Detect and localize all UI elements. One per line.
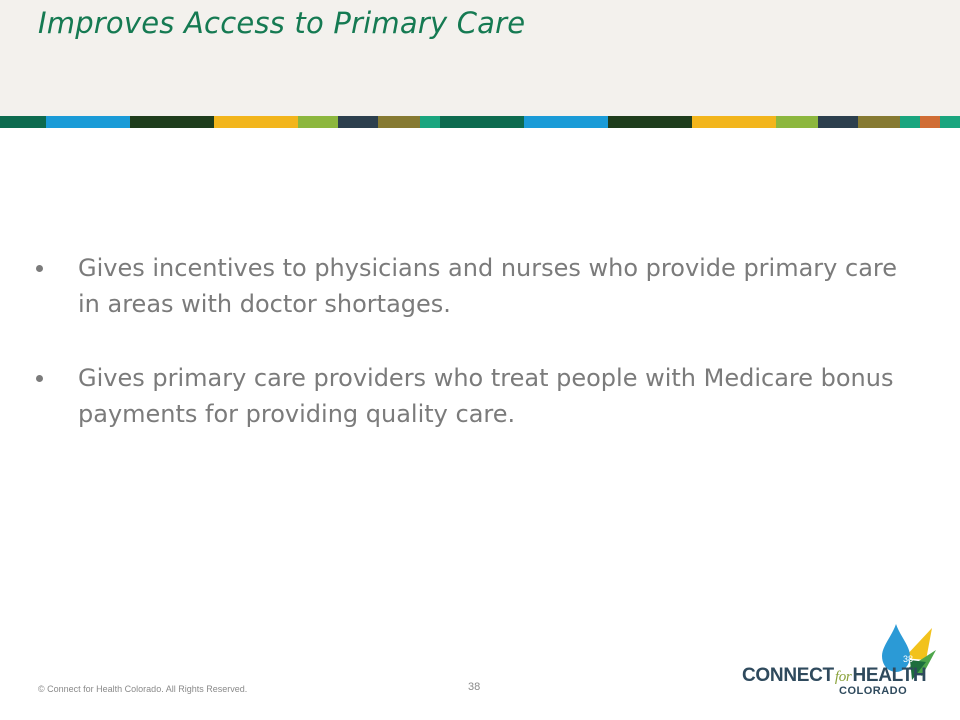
stripe-segment: [338, 116, 378, 128]
stripe-segment: [0, 116, 46, 128]
stripe-segment: [130, 116, 214, 128]
bullet-text: Gives primary care providers who treat people with Medicare bonus payments for providing quality care.: [78, 364, 894, 428]
logo-word-for: for: [834, 669, 852, 685]
stripe-segment: [818, 116, 858, 128]
stripe-segment: [940, 116, 960, 128]
stripe-segment: [920, 116, 940, 128]
slide-title: Improves Access to Primary Care: [38, 6, 526, 40]
bullet-list: [36, 250, 916, 470]
page-number: 38: [468, 681, 481, 693]
stripe-segment: [214, 116, 298, 128]
stripe-segment: [440, 116, 524, 128]
stripe-segment: [524, 116, 608, 128]
logo-wordmark: [742, 665, 926, 687]
logo-word-colorado: COLORADO: [839, 685, 908, 697]
copyright-notice: © Connect for Health Colorado. All Rights Reserved.: [38, 684, 248, 694]
stripe-segment: [46, 116, 130, 128]
bullet-item: [36, 250, 916, 322]
stripe-segment: [420, 116, 440, 128]
stripe-segment: [900, 116, 920, 128]
stripe-segment: [858, 116, 900, 128]
stripe-segment: [298, 116, 338, 128]
logo-word-health: HEALTH: [852, 665, 927, 686]
logo-page-number: 38: [903, 654, 914, 664]
bullet-dot: [36, 265, 43, 272]
bullet-item: [36, 360, 916, 432]
connect-for-health-logo: [742, 624, 942, 704]
stripe-segment: [776, 116, 818, 128]
logo-word-connect: CONNECT: [742, 665, 834, 686]
bullet-dot: [36, 375, 43, 382]
stripe-segment: [378, 116, 420, 128]
stripe-segment: [692, 116, 776, 128]
bullet-text: Gives incentives to physicians and nurses who provide primary care in areas with doctor shortages.: [78, 254, 897, 318]
color-stripe: [0, 116, 960, 128]
stripe-segment: [608, 116, 692, 128]
